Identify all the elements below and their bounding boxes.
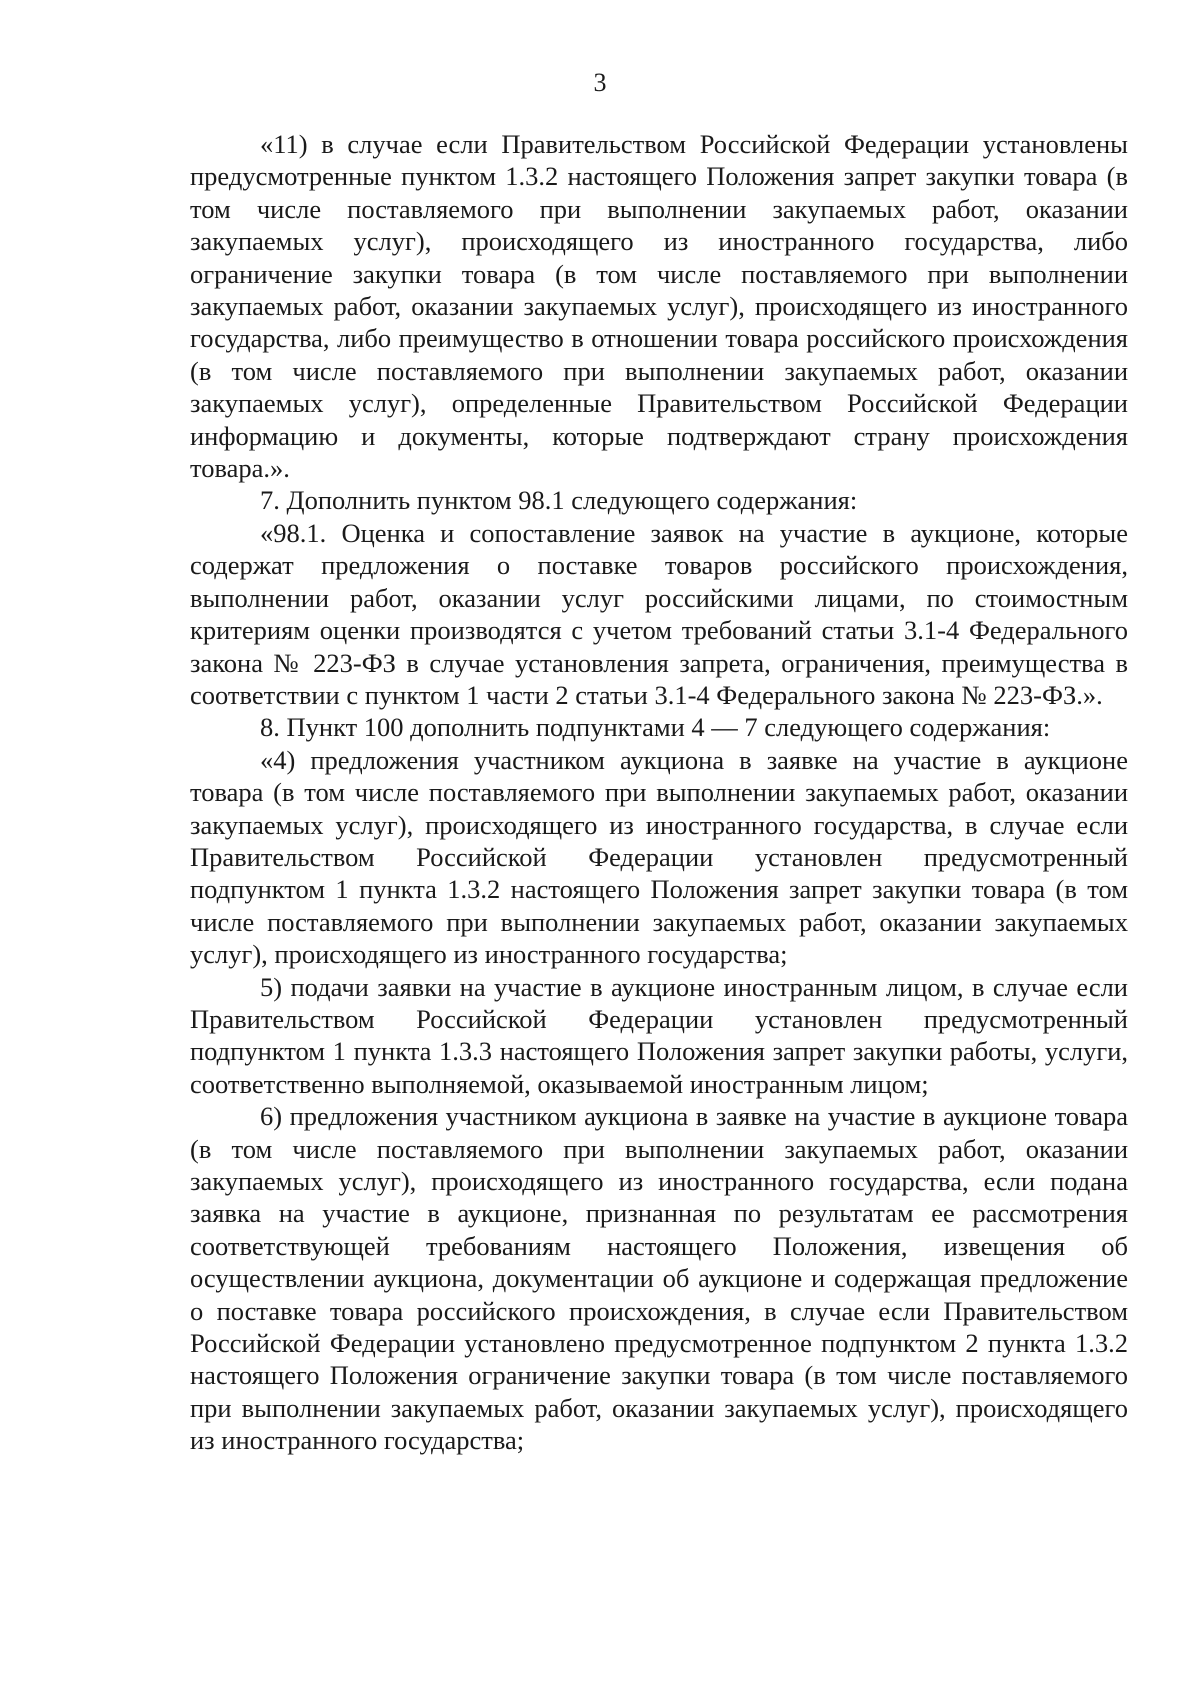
paragraph-item-98-1: «98.1. Оценка и сопоставление заявок на участие в аукционе, которые содержат предложения о поставке товаров российского происхождения, выполнении работ, оказании услуг российскими лицами, по стоимостным критериям оценки производятся с учетом требований статьи 3.1-4 Федерального закона № 223-ФЗ в случае установления запрета, ограничения, преимущества в соответствии с пунктом 1 части 2 статьи 3.1-4 Федерального закона № 223-ФЗ.». bbox=[190, 517, 1128, 710]
paragraph-subitem-5: 5) подачи заявки на участие в аукционе иностранным лицом, в случае если Правительством Российской Федерации установлен предусмотренный подпунктом 1 пункта 1.3.3 настоящего Положения запрет закупки работы, услуги, соответственно выполняемой, оказываемой иностранным лицом; bbox=[190, 971, 1128, 1099]
paragraph-amendment-7: 7. Дополнить пунктом 98.1 следующего содержания: bbox=[260, 485, 858, 516]
document-body bbox=[190, 128, 1128, 1457]
page-number: 3 bbox=[593, 68, 607, 97]
paragraph-subitem-6: 6) предложения участником аукциона в заявке на участие в аукционе товара (в том числе поставляемого при выполнении закупаемых работ, оказании закупаемых услуг), происходящего из иностранного государства, если подана заявка на участие в аукционе, признанная по результатам ее рассмотрения соответствующей требованиям настоящего Положения, извещения об осуществлении аукциона, документации об аукционе и содержащая предложение о поставке товара российского происхождения, в случае если Правительством Российской Федерации установлено предусмотренное подпунктом 2 пункта 1.3.2 настоящего Положения ограничение закупки товара (в том числе поставляемого при выполнении закупаемых работ, оказании закупаемых услуг), происходящего из иностранного государства; bbox=[190, 1101, 1128, 1456]
paragraph-subitem-4: «4) предложения участником аукциона в заявке на участие в аукционе товара (в том числе поставляемого при выполнении закупаемых работ, оказании закупаемых услуг), происходящего из иностранного государства, в случае если Правительством Российской Федерации установлен предусмотренный подпунктом 1 пункта 1.3.2 настоящего Положения запрет закупки товара (в том числе поставляемого при выполнении закупаемых работ, оказании закупаемых услуг), происходящего из иностранного государства; bbox=[190, 744, 1128, 970]
paragraph-amendment-8: 8. Пункт 100 дополнить подпунктами 4 — 7 следующего содержания: bbox=[260, 712, 1051, 743]
paragraph-item-11: «11) в случае если Правительством Российской Федерации установлены предусмотренные пунктом 1.3.2 настоящего Положения запрет закупки товара (в том числе поставляемого при выполнении закупаемых работ, оказании закупаемых услуг), происходящего из иностранного государства, либо ограничение закупки товара (в том числе поставляемого при выполнении закупаемых работ, оказании закупаемых услуг), происходящего из иностранного государства, либо преимущество в отношении товара российского происхождения (в том числе поставляемого при выполнении закупаемых работ, оказании закупаемых услуг), определенные Правительством Российской Федерации информацию и документы, которые подтверждают страну происхождения товара.». bbox=[190, 129, 1128, 484]
